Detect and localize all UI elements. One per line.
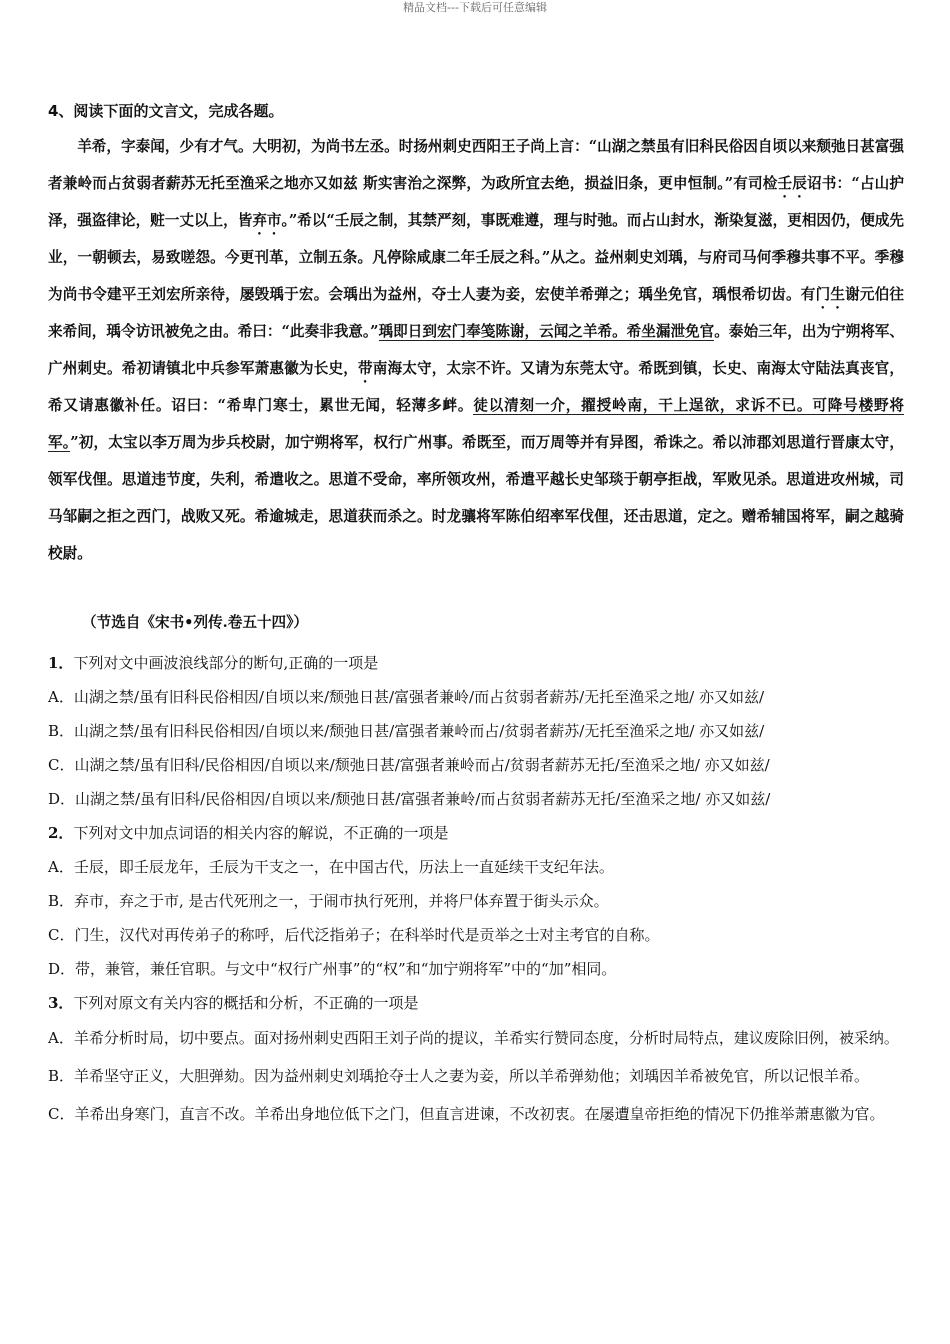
dotted-word-qishi: 弃市 xyxy=(252,212,282,229)
passage-text: 。泰始三年，出为宁朔将军、广州刺史。希初请镇北中兵参军萧惠徽为长史， xyxy=(48,323,904,377)
passage-source: （节选自《宋书•列传.卷五十四》） xyxy=(82,614,309,631)
dotted-word-renchen: 壬辰 xyxy=(777,175,808,192)
question-2-stem xyxy=(48,816,904,850)
q1-option-d: D．山湖之禁/虽有旧科/民俗相因/自顷以来/颓弛日甚/富强者兼岭/而占贫弱者薪苏无托/至渔采之地/ 亦又如兹/ xyxy=(48,790,771,808)
question-text: 下列对原文有关内容的概括和分析，不正确的一项是 xyxy=(73,994,419,1012)
passage-text: 羊希，字泰闻，少有才气。大明初，为尚书左丞。时扬州刺史西阳王子尚上言：“山湖之禁虽有旧科民俗因自顷以来颓弛日甚富强者兼岭而占贫弱者薪苏无托至渔采之地亦又如兹 斯实害治之深弊，为政所宜去绝，损益旧条，更申恒制。”有司检 xyxy=(48,138,904,192)
dotted-word-dai: 带 xyxy=(357,360,373,377)
question-text: 下列对文中画波浪线部分的断句,正确的一项是 xyxy=(73,654,379,672)
q3-option-b: B．羊希坚守正义，大胆弹劾。因为益州刺史刘瑀抢夺士人之妻为妾，所以羊希弹劾他；刘瑀因羊希被免官，所以记恨羊希。 xyxy=(48,1067,870,1085)
question-title: 4、阅读下面的文言文，完成各题。 xyxy=(48,102,284,120)
passage-text: 。”希以“壬辰之制，其禁严刻，事既难遵，理与时弛。而占山封水，渐染复滋，更相因仍，便成先业，一朝顿去，易致嗟怨。今更刊革，立制五条。凡停除咸康二年壬辰之科。”从之。益州刺史刘瑀，与府司马何季穆共事不平。季穆为尚书令建平王刘宏所亲待，屡毁瑀于宏。会瑀出为益州，夺士人妻为妾，宏使羊希弹之；瑀坐免官，瑀恨希切齿。有 xyxy=(48,212,904,303)
q2-option-a: A．壬辰，即壬辰龙年，壬辰为干支之一，在中国古代，历法上一直延续干支纪年法。 xyxy=(48,858,614,876)
question-number: 3． xyxy=(48,994,74,1012)
q1-option-c: C．山湖之禁/虽有旧科/民俗相因/自顷以来/颓弛日甚/富强者兼岭而占/贫弱者薪苏无托/至渔采之地/ 亦又如兹/ xyxy=(48,756,770,774)
q2-option-c: C．门生，汉代对再传弟子的称呼，后代泛指弟子；在科举时代是贡举之士对主考官的自称。 xyxy=(48,926,660,944)
q3-option-a: A．羊希分析时局，切中要点。面对扬州刺史西阳王刘子尚的提议，羊希实行赞同态度，分析时局特点，建议废除旧例，被采纳。 xyxy=(48,1029,899,1047)
dotted-word-mensheng: 门生 xyxy=(815,286,846,303)
q3-option-c: C．羊希出身寒门，直言不改。羊希出身地位低下之门，但直言进谏，不改初衷。在屡遭皇帝拒绝的情况下仍推举萧惠徽为官。 xyxy=(48,1105,885,1123)
page-header: 精品文档---下载后可任意编辑 xyxy=(403,1,547,14)
q1-option-b: B．山湖之禁/虽有旧科民俗相因/自顷以来/颓弛日甚/富强者兼岭而占/贫弱者薪苏/无托至渔采之地/ 亦又如兹/ xyxy=(48,722,765,740)
question-number: 1． xyxy=(48,654,74,672)
passage-paragraph xyxy=(48,128,904,572)
q2-option-d: D．带，兼管，兼任官职。与文中“权行广州事”的“权”和“加宁朔将军”中的“加”相同。 xyxy=(48,960,617,978)
passage-text: 南海太守，太宗不许。又请为东莞太守。希既到镇，长史、南海太守陆法真丧官，希又请惠徽补任。诏曰：“希卑门寒士，累世无闻，轻薄多衅。 xyxy=(48,360,904,414)
question-3-stem xyxy=(48,986,904,1020)
underlined-sentence-2: 徒以清刻一介，擢授岭南，干上逞欲，求诉不已。可降号楼野将军。 xyxy=(48,397,904,451)
passage-text: ”初，太宝以李万周为步兵校尉，加宁朔将军，权行广州事。希既至，而万周等并有异图，希诛之。希以沛郡刘思道行晋康太守，领军伐俚。思道违节度，失利，希遣收之。思道不受命，率所领攻州，希遣平越长史邹琰于朝亭拒战，军败见杀。思道进攻州城，司马邹嗣之拒之西门，战败又死。希逾城走，思道获而杀之。时龙骧将军陈伯绍率军伐俚，还击思道，定之。赠希辅国将军，嗣之越骑校尉。 xyxy=(48,434,904,562)
passage-text: 谢元伯往来希间，瑀令访讯被免之由。希曰：“此奏非我意。” xyxy=(48,286,904,340)
q2-option-b: B．弃市，弃之于市, 是古代死刑之一，于闹市执行死刑，并将尸体弃置于街头示众。 xyxy=(48,892,609,910)
question-1-stem xyxy=(48,646,904,680)
question-number: 2． xyxy=(48,824,74,842)
passage-text: 诏书：“占山护泽，强盗律论，赃一丈以上，皆 xyxy=(48,175,904,229)
question-text: 下列对文中加点词语的相关内容的解说，不正确的一项是 xyxy=(73,824,449,842)
questions-section xyxy=(48,646,904,1134)
classical-passage xyxy=(48,128,904,572)
q1-option-a: A．山湖之禁/虽有旧科民俗相因/自顷以来/颓弛日甚/富强者兼岭/而占贫弱者薪苏/无托至渔采之地/ 亦又如兹/ xyxy=(48,688,765,706)
underlined-sentence-1: 瑀即日到宏门奉笺陈谢，云闻之羊希。希坐漏泄免官 xyxy=(378,323,715,340)
